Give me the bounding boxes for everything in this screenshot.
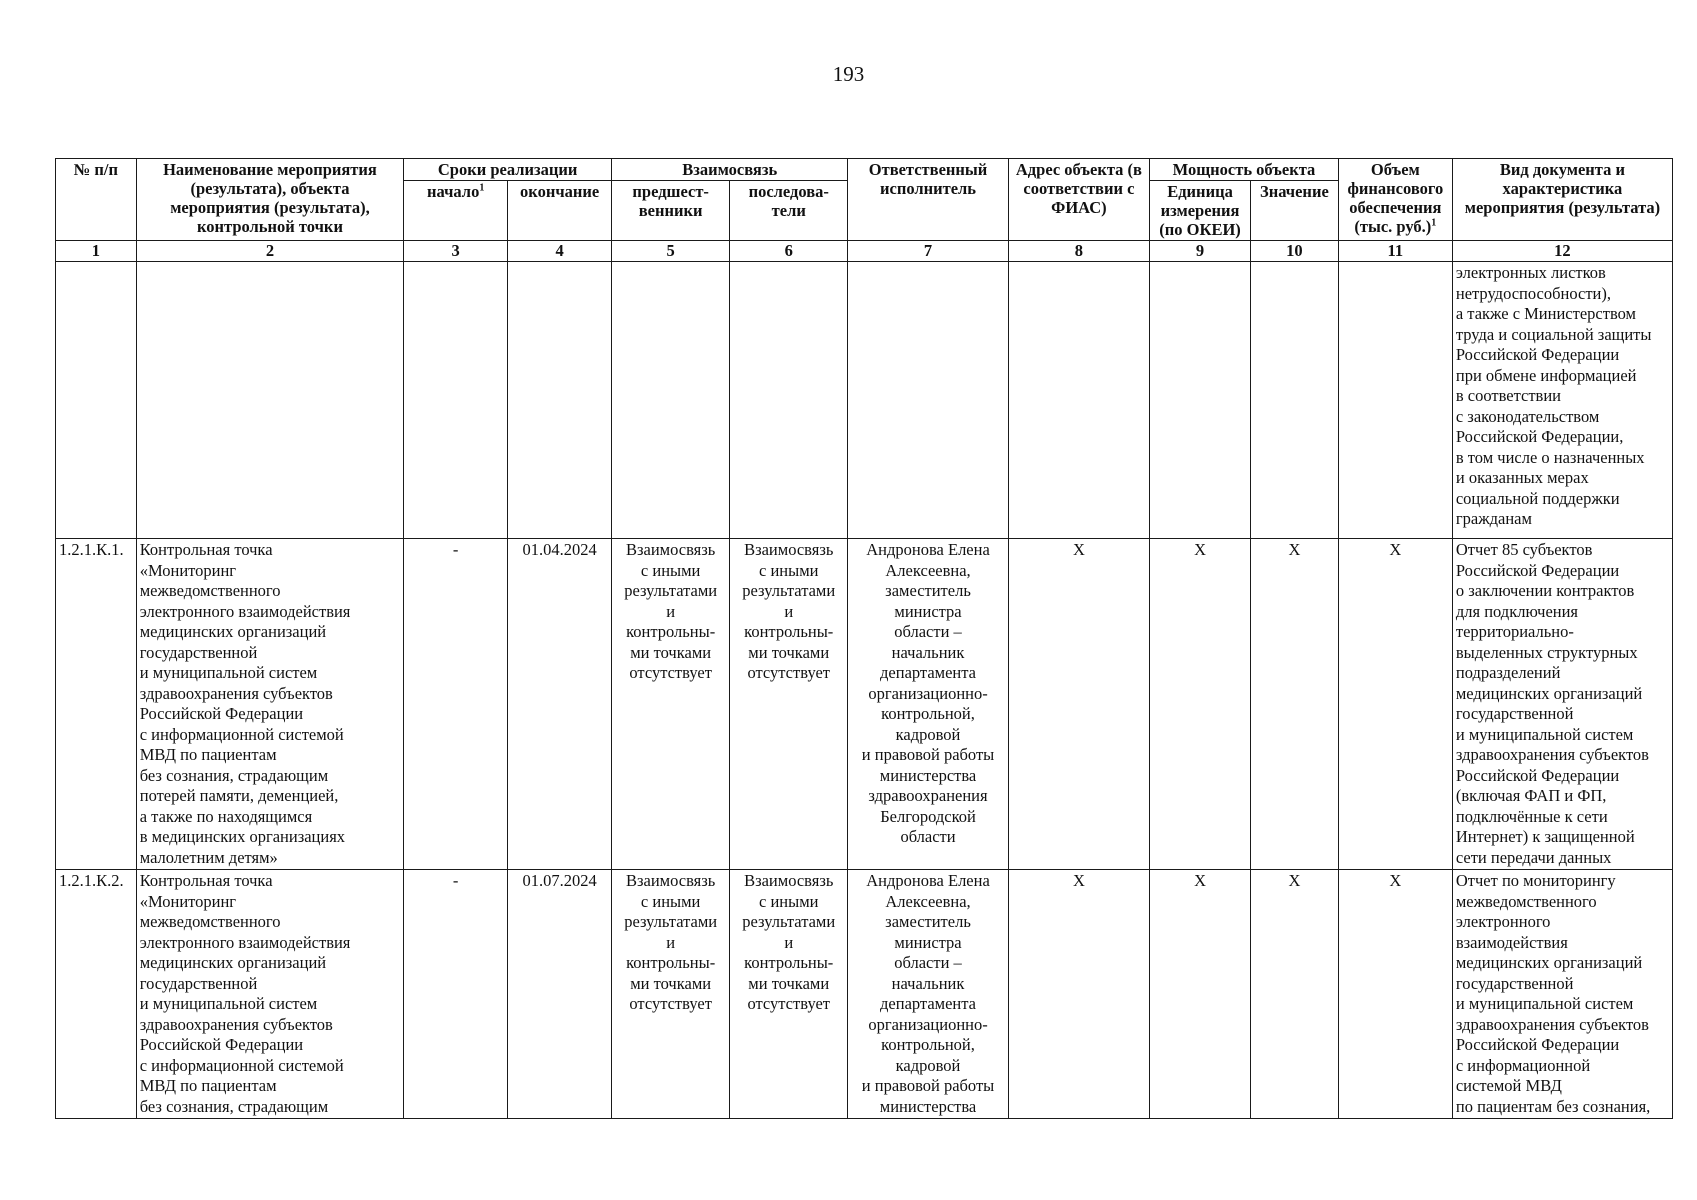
page-number: 193 [832, 62, 865, 86]
header-relation-group: Взаимосвязь [612, 159, 848, 181]
cell-document: Отчет 85 субъектов Российской Федерации о заключении контрактов для подключения территориально- выделенных структурных подразделений медицинских организаций государственной и муниципальной систем здравоохранения субъектов Российской Федерации (включая ФАП и ФП, подключённые к сети Интернет) к защищенной сети передачи данных [1452, 539, 1672, 870]
plan-table [55, 158, 1673, 1119]
cell-predecessors [612, 262, 730, 539]
column-number: 10 [1250, 241, 1338, 262]
cell-unit: Х [1150, 539, 1251, 870]
cell-end: 01.07.2024 [508, 870, 612, 1119]
column-number: 11 [1338, 241, 1452, 262]
column-number: 9 [1150, 241, 1251, 262]
cell-end: 01.04.2024 [508, 539, 612, 870]
cell-address: Х [1008, 870, 1149, 1119]
column-number: 7 [848, 241, 1008, 262]
cell-executor [848, 262, 1008, 539]
header-terms-group: Сроки реализации [404, 159, 612, 181]
cell-unit: Х [1150, 870, 1251, 1119]
cell-address [1008, 262, 1149, 539]
header-name: Наименование мероприятия (результата), объекта мероприятия (результата), контрольной точки [136, 159, 403, 241]
header-start-footnote: 1 [479, 182, 485, 194]
header-start [404, 181, 508, 241]
column-number: 1 [56, 241, 137, 262]
table-row [56, 262, 1673, 539]
cell-predecessors: Взаимосвязь с иными результатами и контрольны- ми точками отсутствует [612, 539, 730, 870]
cell-finance: Х [1338, 870, 1452, 1119]
cell-unit [1150, 262, 1251, 539]
cell-address: Х [1008, 539, 1149, 870]
header-successors: последова- тели [730, 181, 848, 241]
cell-executor: Андронова Елена Алексеевна, заместитель министра области – начальник департамента организационно- контрольной, кадровой и правовой работы министерства здравоохранения Белгородской области [848, 539, 1008, 870]
column-number: 5 [612, 241, 730, 262]
cell-end [508, 262, 612, 539]
header-num: № п/п [56, 159, 137, 241]
header-finance [1338, 159, 1452, 241]
header-row-1 [56, 159, 1673, 181]
table-row [56, 539, 1673, 870]
header-capacity-group: Мощность объекта [1150, 159, 1339, 181]
cell-num: 1.2.1.К.2. [56, 870, 137, 1119]
cell-start [404, 262, 508, 539]
header-address: Адрес объекта (в соответствии с ФИАС) [1008, 159, 1149, 241]
cell-num: 1.2.1.К.1. [56, 539, 137, 870]
cell-successors [730, 262, 848, 539]
column-number-row [56, 241, 1673, 262]
header-executor: Ответственный исполнитель [848, 159, 1008, 241]
cell-name: Контрольная точка «Мониторинг межведомственного электронного взаимодействия медицинских организаций государственной и муниципальной систем здравоохранения субъектов Российской Федерации с информационной системой МВД по пациентам без сознания, страдающим потерей памяти, деменцией, а также по находящимся в медицинских организациях малолетним детям» [136, 539, 403, 870]
header-end: окончание [508, 181, 612, 241]
cell-value: Х [1250, 870, 1338, 1119]
cell-value [1250, 262, 1338, 539]
cell-successors: Взаимосвязь с иными результатами и контрольны- ми точками отсутствует [730, 870, 848, 1119]
cell-name: Контрольная точка «Мониторинг межведомственного электронного взаимодействия медицинских организаций государственной и муниципальной систем здравоохранения субъектов Российской Федерации с информационной системой МВД по пациентам без сознания, страдающим [136, 870, 403, 1119]
cell-name [136, 262, 403, 539]
cell-successors: Взаимосвязь с иными результатами и контрольны- ми точками отсутствует [730, 539, 848, 870]
header-finance-footnote: 1 [1431, 217, 1437, 229]
cell-value: Х [1250, 539, 1338, 870]
column-number: 3 [404, 241, 508, 262]
header-document: Вид документа и характеристика мероприятия (результата) [1452, 159, 1672, 241]
header-value: Значение [1250, 181, 1338, 241]
cell-predecessors: Взаимосвязь с иными результатами и контрольны- ми точками отсутствует [612, 870, 730, 1119]
header-start-label: начало [427, 182, 480, 201]
column-number: 4 [508, 241, 612, 262]
header-finance-label: Объем финансового обеспечения (тыс. руб.) [1347, 160, 1444, 236]
column-number: 2 [136, 241, 403, 262]
column-number: 8 [1008, 241, 1149, 262]
column-number: 6 [730, 241, 848, 262]
cell-start: - [404, 539, 508, 870]
column-number: 12 [1452, 241, 1672, 262]
header-predecessors: предшест- венники [612, 181, 730, 241]
cell-document: Отчет по мониторингу межведомственного электронного взаимодействия медицинских организаций государственной и муниципальной систем здравоохранения субъектов Российской Федерации с информационной системой МВД по пациентам без сознания, [1452, 870, 1672, 1119]
cell-executor: Андронова Елена Алексеевна, заместитель министра области – начальник департамента организационно- контрольной, кадровой и правовой работы министерства [848, 870, 1008, 1119]
header-unit: Единица измерения (по ОКЕИ) [1150, 181, 1251, 241]
cell-num [56, 262, 137, 539]
cell-start: - [404, 870, 508, 1119]
cell-finance: Х [1338, 539, 1452, 870]
table-row [56, 870, 1673, 1119]
cell-document: электронных листков нетрудоспособности), а также с Министерством труда и социальной защиты Российской Федерации при обмене информацией в соответствии с законодательством Российской Федерации, в том числе о назначенных и оказанных мерах социальной поддержки гражданам [1452, 262, 1672, 539]
cell-finance [1338, 262, 1452, 539]
